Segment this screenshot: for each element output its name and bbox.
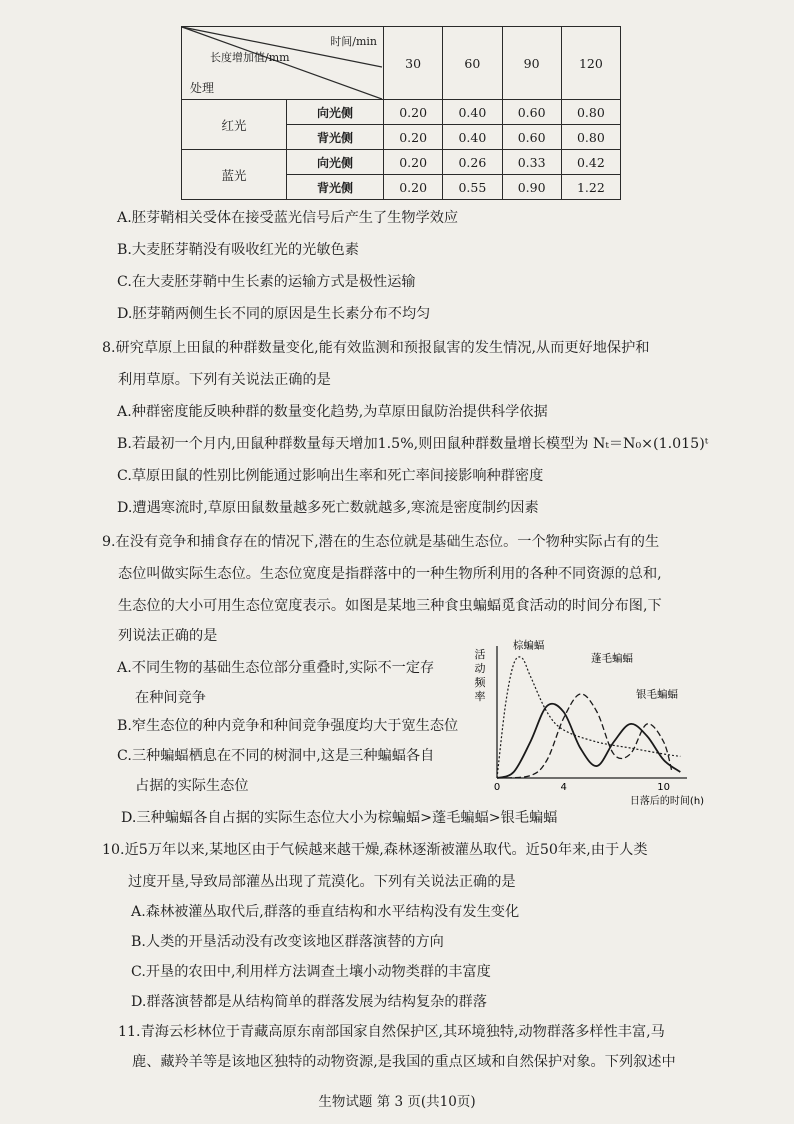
- table-row: [182, 150, 621, 175]
- q10-option-b: B.人类的开垦活动没有改变该地区群落演替的方向: [131, 934, 444, 950]
- time-header-cell: 30: [384, 27, 443, 100]
- value-cell: 0.26: [443, 150, 502, 175]
- q7-option-c: C.在大麦胚芽鞘中生长素的运输方式是极性运输: [117, 274, 416, 290]
- q10-option-d: D.群落演替都是从结构简单的群落发展为结构复杂的群落: [131, 994, 487, 1010]
- y-axis-label-char: 率: [474, 690, 486, 703]
- q8-option-a: A.种群密度能反映种群的数量变化趋势,为草原田鼠防治提供科学依据: [117, 404, 548, 420]
- q8-option-b: B.若最初一个月内,田鼠种群数量每天增加1.5%,则田鼠种群数量增长模型为 Nₜ＝N₀×(1.015)ᵗ: [117, 436, 709, 452]
- value-cell: 0.20: [384, 150, 443, 175]
- q8-option-c: C.草原田鼠的性别比例能通过影响出生率和死亡率间接影响种群密度: [117, 468, 544, 484]
- side-cell: 背光侧: [287, 125, 384, 150]
- value-cell: 0.40: [443, 125, 502, 150]
- header-treatment-label: 处理: [190, 81, 215, 95]
- x-tick-label: 4: [560, 782, 567, 793]
- q9-stem-line2: 态位叫做实际生态位。生态位宽度是指群落中的一种生物所利用的各种不同资源的总和,: [118, 566, 662, 582]
- series-label: 银毛蝙蝠: [636, 688, 678, 701]
- q9-stem-line4: 列说法正确的是: [118, 628, 218, 644]
- value-cell: 0.55: [443, 175, 502, 200]
- q9-stem-line1: 9.在没有竞争和捕食存在的情况下,潜在的生态位就是基础生态位。一个物种实际占有的生: [102, 534, 660, 550]
- q10-option-a: A.森林被灌丛取代后,群落的垂直结构和水平结构没有发生变化: [131, 904, 520, 920]
- side-cell: 向光侧: [287, 100, 384, 125]
- x-tick-label: 0: [493, 782, 501, 793]
- q9-option-c-line2: 占据的实际生态位: [135, 778, 249, 794]
- value-cell: 0.60: [502, 100, 561, 125]
- y-axis-label-char: 频: [474, 676, 486, 689]
- value-cell: 0.20: [384, 175, 443, 200]
- series-label: 棕蝙蝠: [512, 639, 545, 652]
- time-header-cell: 120: [561, 27, 620, 100]
- growth-table: [181, 26, 621, 200]
- value-cell: 1.22: [561, 175, 620, 200]
- q9-option-a-line1: A.不同生物的基础生态位部分重叠时,实际不一定存: [117, 660, 435, 676]
- table-row: [182, 100, 621, 125]
- group-cell-red: 红光: [182, 100, 287, 150]
- value-cell: 0.20: [384, 100, 443, 125]
- q9-option-c-line1: C.三种蝙蝠栖息在不同的树洞中,这是三种蝙蝠各自: [117, 748, 435, 764]
- value-cell: 0.90: [502, 175, 561, 200]
- q11-stem-line2: 鹿、藏羚羊等是该地区独特的动物资源,是我国的重点区域和自然保护对象。下列叙述中: [132, 1054, 676, 1070]
- x-axis-label: 日落后的时间(h): [629, 796, 705, 807]
- value-cell: 0.80: [561, 125, 620, 150]
- q9-stem-line3: 生态位的大小可用生态位宽度表示。如图是某地三种食虫蝙蝠觅食活动的时间分布图,下: [118, 598, 662, 614]
- q10-stem-line1: 10.近5万年以来,某地区由于气候越来越干燥,森林逐渐被灌丛取代。近50年来,由于人类: [102, 842, 648, 858]
- value-cell: 0.60: [502, 125, 561, 150]
- y-axis-label-char: 活: [474, 648, 486, 661]
- x-tick-label: 10: [657, 782, 671, 793]
- value-cell: 0.80: [561, 100, 620, 125]
- header-time-label: 时间/min: [330, 35, 377, 48]
- q11-stem-line1: 11.青海云杉林位于青藏高原东南部国家自然保护区,其环境独特,动物群落多样性丰富,马: [118, 1024, 665, 1040]
- bat-activity-chart: [472, 639, 722, 807]
- y-axis-label-char: 动: [474, 662, 486, 675]
- side-cell: 背光侧: [287, 175, 384, 200]
- side-cell: 向光侧: [287, 150, 384, 175]
- time-header-cell: 90: [502, 27, 561, 100]
- diagonal-header-cell: [182, 27, 384, 100]
- header-length-label: 长度增加值/mm: [210, 51, 290, 64]
- group-cell-blue: 蓝光: [182, 150, 287, 200]
- page-footer: 生物试题 第 3 页(共10页): [318, 1094, 476, 1110]
- q8-stem-line1: 8.研究草原上田鼠的种群数量变化,能有效监测和预报鼠害的发生情况,从而更好地保护和: [102, 340, 650, 356]
- time-header-cell: 60: [443, 27, 502, 100]
- q9-option-d: D.三种蝙蝠各自占据的实际生态位大小为棕蝙蝠>蓬毛蝙蝠>银毛蝙蝠: [121, 810, 558, 826]
- q9-option-b: B.窄生态位的种内竞争和种间竞争强度均大于宽生态位: [117, 718, 459, 734]
- q7-option-a: A.胚芽鞘相关受体在接受蓝光信号后产生了生物学效应: [117, 210, 459, 226]
- q10-option-c: C.开垦的农田中,利用样方法调查土壤小动物类群的丰富度: [131, 964, 491, 980]
- q8-option-d: D.遭遇寒流时,草原田鼠数量越多死亡数就越多,寒流是密度制约因素: [117, 500, 539, 516]
- q9-option-a-line2: 在种间竞争: [135, 690, 206, 706]
- q7-option-b: B.大麦胚芽鞘没有吸收红光的光敏色素: [117, 242, 359, 258]
- series-line: [497, 704, 680, 778]
- series-label: 蓬毛蝙蝠: [591, 652, 633, 665]
- table-header-row: [182, 27, 621, 100]
- q10-stem-line2: 过度开垦,导致局部灌丛出现了荒漠化。下列有关说法正确的是: [128, 874, 516, 890]
- value-cell: 0.33: [502, 150, 561, 175]
- value-cell: 0.40: [443, 100, 502, 125]
- q7-option-d: D.胚芽鞘两侧生长不同的原因是生长素分布不均匀: [117, 306, 431, 322]
- value-cell: 0.42: [561, 150, 620, 175]
- q8-stem-line2: 利用草原。下列有关说法正确的是: [118, 372, 331, 388]
- value-cell: 0.20: [384, 125, 443, 150]
